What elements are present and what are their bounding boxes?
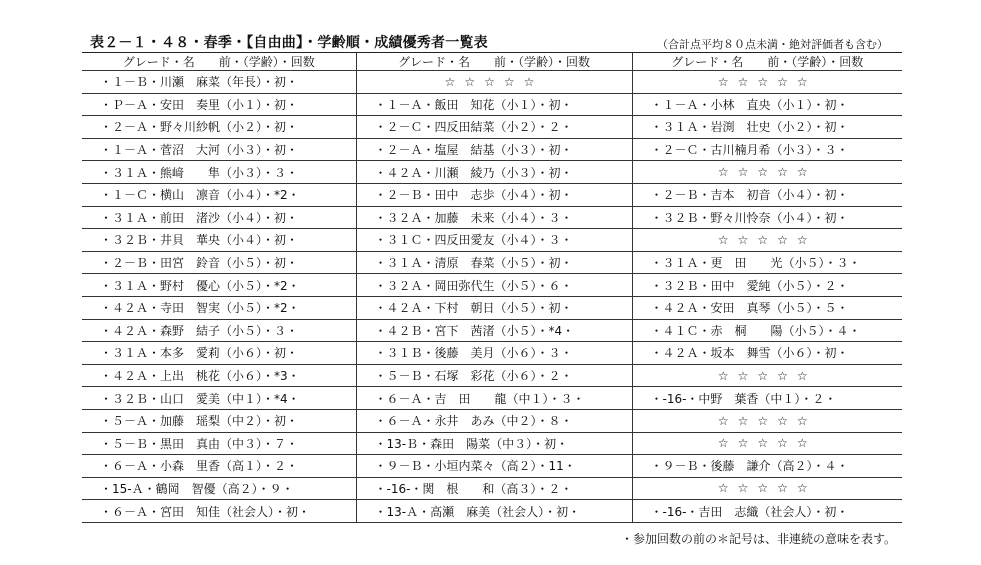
student-cell: ・４２Ｂ・宮下 茜渚（小５）・*4・ <box>356 319 632 342</box>
student-cell: ・13-Ａ・高瀬 麻美（社会人）・初・ <box>356 500 632 523</box>
star-placeholder-cell: ☆☆☆☆☆ <box>632 477 902 500</box>
results-document <box>82 30 902 546</box>
column-header: グレード・名 前・（学齢）・回数 <box>632 53 902 71</box>
student-cell: ・６－Ａ・吉 田 龍（中１）・３・ <box>356 387 632 410</box>
table-row <box>82 229 902 252</box>
student-cell: ・４２Ａ・森野 結子（小５）・３・ <box>82 319 356 342</box>
table-note: （合計点平均８０点未満・絶対評価者も含む） <box>657 38 888 51</box>
table-row <box>82 319 902 342</box>
student-cell: ・１－Ｃ・横山 凛音（小４）・*2・ <box>82 183 356 206</box>
student-cell: ・３１Ａ・熊﨑 隼（小３）・３・ <box>82 161 356 184</box>
star-placeholder-cell: ☆☆☆☆☆ <box>632 409 902 432</box>
student-cell: ・９－Ｂ・小垣内菜々（高２）・11・ <box>356 455 632 478</box>
column-header: グレード・名 前・（学齢）・回数 <box>82 53 356 71</box>
table-row <box>82 161 902 184</box>
table-row <box>82 93 902 116</box>
student-cell: ・６－Ａ・小森 里香（高１）・２・ <box>82 455 356 478</box>
student-cell: ・３１Ａ・岩渕 壮史（小２）・初・ <box>632 116 902 139</box>
student-cell: ・３２Ａ・岡田弥代生（小５）・６・ <box>356 274 632 297</box>
table-row <box>82 500 902 523</box>
student-cell: ・３２Ｂ・田中 愛純（小５）・２・ <box>632 274 902 297</box>
student-cell: ・３１Ａ・本多 愛莉（小６）・初・ <box>82 342 356 365</box>
footnote: ・参加回数の前の＊記号は、非連続の意味を表す。 <box>620 532 896 546</box>
student-cell: ・-16-・吉田 志織（社会人）・初・ <box>632 500 902 523</box>
column-header: グレード・名 前・（学齢）・回数 <box>356 53 632 71</box>
student-cell: ・-16-・関 根 和（高３）・２・ <box>356 477 632 500</box>
student-cell: ・２－Ｂ・田宮 鈴音（小５）・初・ <box>82 251 356 274</box>
student-cell: ・５－Ｂ・石塚 彩花（小６）・２・ <box>356 364 632 387</box>
table-row <box>82 274 902 297</box>
student-cell: ・３２Ｂ・野々川怜奈（小４）・初・ <box>632 206 902 229</box>
header-row <box>82 53 902 71</box>
student-cell: ・15-Ａ・鶴岡 智優（高２）・９・ <box>82 477 356 500</box>
student-cell: ・２－Ｃ・四反田結菜（小２）・２・ <box>356 116 632 139</box>
table-row <box>82 183 902 206</box>
student-cell: ・２－Ａ・塩屋 結基（小３）・初・ <box>356 138 632 161</box>
table-row <box>82 455 902 478</box>
table-row <box>82 116 902 139</box>
student-cell: ・-16-・中野 葉香（中１）・２・ <box>632 387 902 410</box>
student-cell: ・４２Ａ・安田 真琴（小５）・５・ <box>632 296 902 319</box>
student-cell: ・６－Ａ・宮田 知佳（社会人）・初・ <box>82 500 356 523</box>
table-row <box>82 387 902 410</box>
student-cell: ・Ｐ－Ａ・安田 奏里（小１）・初・ <box>82 93 356 116</box>
star-placeholder-cell: ☆☆☆☆☆ <box>632 364 902 387</box>
student-cell: ・３１Ａ・前田 渚沙（小４）・初・ <box>82 206 356 229</box>
student-cell: ・９－Ｂ・後藤 謙介（高２）・４・ <box>632 455 902 478</box>
student-cell: ・４２Ａ・坂本 舞雪（小６）・初・ <box>632 342 902 365</box>
results-body <box>82 71 902 523</box>
star-placeholder-cell: ☆☆☆☆☆ <box>632 432 902 455</box>
table-row <box>82 432 902 455</box>
student-cell: ・３１Ａ・野村 優心（小５）・*2・ <box>82 274 356 297</box>
student-cell: ・５－Ｂ・黒田 真由（中３）・７・ <box>82 432 356 455</box>
student-cell: ・３２Ｂ・山口 愛美（中１）・*4・ <box>82 387 356 410</box>
table-row <box>82 342 902 365</box>
student-cell: ・２－Ｂ・田中 志歩（小４）・初・ <box>356 183 632 206</box>
student-cell: ・４２Ａ・川瀬 綾乃（小３）・初・ <box>356 161 632 184</box>
student-cell: ・４１Ｃ・赤 桐 陽（小５）・４・ <box>632 319 902 342</box>
table-row <box>82 296 902 319</box>
table-title: 表２－１・４８・春季・【自由曲】・学齢順・成績優秀者一覧表 <box>90 35 488 51</box>
star-placeholder-cell: ☆☆☆☆☆ <box>632 161 902 184</box>
student-cell: ・４２Ａ・下村 朝日（小５）・初・ <box>356 296 632 319</box>
title-row <box>82 30 902 52</box>
student-cell: ・２－Ｃ・古川楠月希（小３）・３・ <box>632 138 902 161</box>
student-cell: ・３２Ｂ・井貝 華央（小４）・初・ <box>82 229 356 252</box>
student-cell: ・３１Ｂ・後藤 美月（小６）・３・ <box>356 342 632 365</box>
table-row <box>82 409 902 432</box>
student-cell: ・２－Ｂ・吉本 初音（小４）・初・ <box>632 183 902 206</box>
student-cell: ・３１Ａ・清原 春菜（小５）・初・ <box>356 251 632 274</box>
table-row <box>82 71 902 94</box>
student-cell: ・１－Ａ・菅沼 大河（小３）・初・ <box>82 138 356 161</box>
table-row <box>82 251 902 274</box>
student-cell: ・３１Ｃ・四反田愛友（小４）・３・ <box>356 229 632 252</box>
table-row <box>82 364 902 387</box>
results-table <box>82 52 902 523</box>
student-cell: ・５－Ａ・加藤 瑶梨（中２）・初・ <box>82 409 356 432</box>
student-cell: ・４２Ａ・寺田 智実（小５）・*2・ <box>82 296 356 319</box>
student-cell: ・３１Ａ・更 田 光（小５）・３・ <box>632 251 902 274</box>
student-cell: ・６－Ａ・永井 あみ（中２）・８・ <box>356 409 632 432</box>
student-cell: ・１－Ａ・飯田 知花（小１）・初・ <box>356 93 632 116</box>
table-row <box>82 477 902 500</box>
student-cell: ・３２Ａ・加藤 未来（小４）・３・ <box>356 206 632 229</box>
student-cell: ・１－Ａ・小林 直央（小１）・初・ <box>632 93 902 116</box>
student-cell: ・４２Ａ・上出 桃花（小６）・*3・ <box>82 364 356 387</box>
table-row <box>82 206 902 229</box>
star-placeholder-cell: ☆☆☆☆☆ <box>632 71 902 94</box>
student-cell: ・13-Ｂ・森田 陽菜（中３）・初・ <box>356 432 632 455</box>
star-placeholder-cell: ☆☆☆☆☆ <box>632 229 902 252</box>
student-cell: ・１－Ｂ・川瀬 麻菜（年長）・初・ <box>82 71 356 94</box>
student-cell: ・２－Ａ・野々川紗帆（小２）・初・ <box>82 116 356 139</box>
star-placeholder-cell: ☆☆☆☆☆ <box>356 71 632 94</box>
table-row <box>82 138 902 161</box>
